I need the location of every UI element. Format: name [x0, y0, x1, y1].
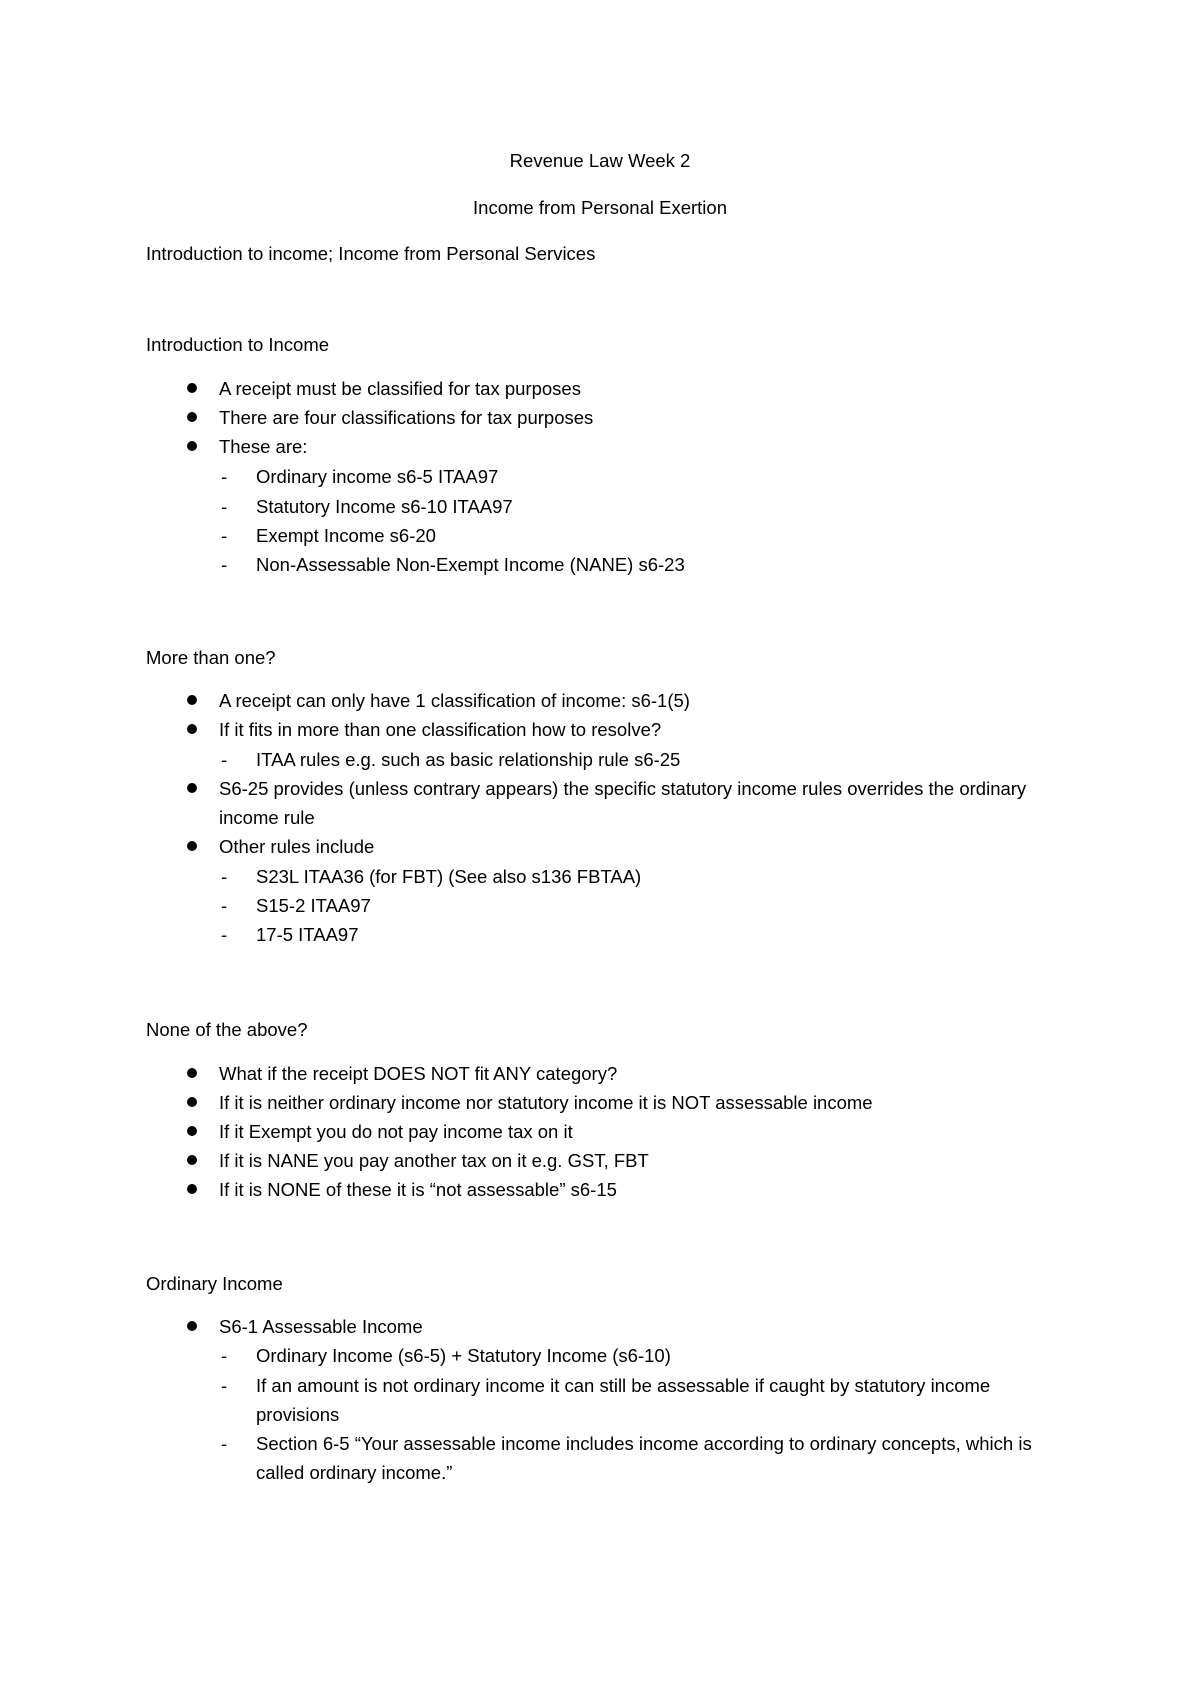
- dash-marker: -: [221, 554, 228, 575]
- list-item: A receipt must be classified for tax purposes: [219, 378, 581, 399]
- section-heading: More than one?: [146, 647, 276, 668]
- sub-list-item: 17-5 ITAA97: [256, 924, 359, 945]
- list-item: Other rules include: [219, 836, 375, 857]
- document-subtitle: Income from Personal Exertion: [473, 197, 727, 218]
- dash-marker: -: [221, 749, 228, 770]
- list-item: A receipt can only have 1 classification of income: s6-1(5): [219, 690, 690, 711]
- bullet-icon: [187, 1068, 197, 1078]
- list-item: There are four classifications for tax purposes: [219, 407, 594, 428]
- bullet-icon: [187, 695, 197, 705]
- topic-line: Introduction to income; Income from Personal Services: [146, 243, 596, 264]
- dash-marker: -: [221, 1433, 228, 1454]
- sub-list-item: If an amount is not ordinary income it can still be assessable if caught by statutory income provisions: [256, 1375, 991, 1425]
- sub-list-item: ITAA rules e.g. such as basic relationship rule s6-25: [256, 749, 681, 770]
- dash-marker: -: [221, 895, 228, 916]
- list-item: If it is neither ordinary income nor statutory income it is NOT assessable income: [219, 1092, 873, 1113]
- dash-marker: -: [221, 866, 228, 887]
- section-heading: None of the above?: [146, 1019, 308, 1040]
- bullet-icon: [187, 1184, 197, 1194]
- dash-marker: -: [221, 1375, 228, 1396]
- sub-list-item: Section 6-5 “Your assessable income includes income according to ordinary concepts, which is called ordinary income.”: [256, 1433, 1032, 1483]
- bullet-icon: [187, 1155, 197, 1165]
- dash-marker: -: [221, 496, 228, 517]
- bullet-icon: [187, 412, 197, 422]
- sub-list-item: Exempt Income s6-20: [256, 525, 436, 546]
- dash-marker: -: [221, 1345, 228, 1366]
- bullet-icon: [187, 783, 197, 793]
- list-item: If it is NONE of these it is “not assessable” s6-15: [219, 1179, 617, 1200]
- list-item: S6-1 Assessable Income: [219, 1316, 423, 1337]
- list-item: If it fits in more than one classification how to resolve?: [219, 719, 662, 740]
- list-item: These are:: [219, 436, 308, 457]
- dash-marker: -: [221, 466, 228, 487]
- sub-list-item: S15-2 ITAA97: [256, 895, 371, 916]
- bullet-icon: [187, 1126, 197, 1136]
- bullet-icon: [187, 724, 197, 734]
- sub-list-item: S23L ITAA36 (for FBT) (See also s136 FBTAA): [256, 866, 642, 887]
- dash-marker: -: [221, 525, 228, 546]
- section-heading: Ordinary Income: [146, 1273, 283, 1294]
- dash-marker: -: [221, 924, 228, 945]
- sub-list-item: Ordinary Income (s6-5) + Statutory Income (s6-10): [256, 1345, 671, 1366]
- sub-list-item: Non-Assessable Non-Exempt Income (NANE) s6-23: [256, 554, 685, 575]
- bullet-icon: [187, 441, 197, 451]
- bullet-icon: [187, 841, 197, 851]
- bullet-icon: [187, 1321, 197, 1331]
- list-item: What if the receipt DOES NOT fit ANY category?: [219, 1063, 618, 1084]
- sub-list-item: Ordinary income s6-5 ITAA97: [256, 466, 499, 487]
- list-item: If it Exempt you do not pay income tax on it: [219, 1121, 573, 1142]
- sub-list-item: Statutory Income s6-10 ITAA97: [256, 496, 513, 517]
- list-item: If it is NANE you pay another tax on it e.g. GST, FBT: [219, 1150, 649, 1171]
- bullet-icon: [187, 1097, 197, 1107]
- document-title: Revenue Law Week 2: [509, 150, 691, 171]
- section-heading: Introduction to Income: [146, 334, 330, 355]
- list-item: S6-25 provides (unless contrary appears) the specific statutory income rules overrides the ordinary income rule: [219, 778, 1027, 828]
- bullet-icon: [187, 383, 197, 393]
